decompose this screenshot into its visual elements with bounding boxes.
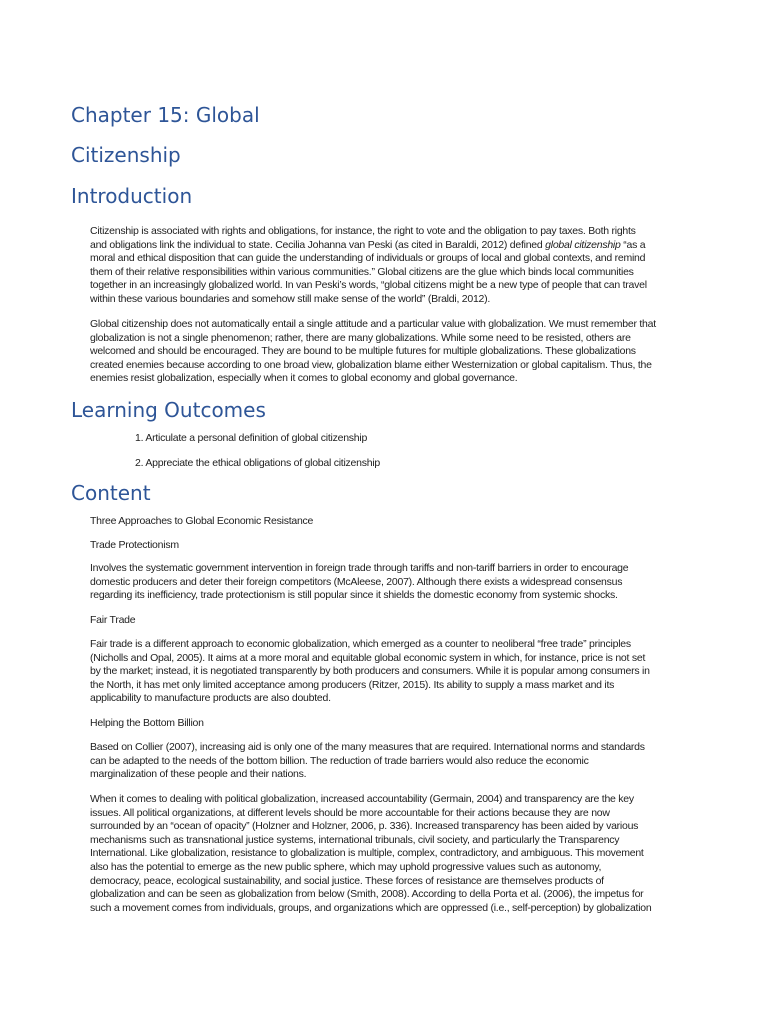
text-line: Global citizenship does not automatically entail a single attitude and a particular value with globalization. We must remember that xyxy=(90,318,656,330)
text-run: and obligations link the individual to state. Cecilia Johanna van Peski (as cited in Baraldi, 2012) defined xyxy=(90,238,546,251)
text-line: enemies resist globalization, especially when it comes to global economy and global governance. xyxy=(90,372,518,385)
text-line: can be adapted to the needs of the bottom billion. The reduction of trade barriers would also reduce the economic xyxy=(90,754,589,767)
outcome-item: 1. Articulate a personal definition of global citizenship xyxy=(135,432,368,444)
text-line: democracy, peace, ecological sustainability, and social justice. These forces of resistance are themselves products of xyxy=(90,874,604,887)
text-line: by the market; instead, it is negotiated transparently by both producers and consumers. While it is popular among consumers in xyxy=(90,665,650,678)
text-line: welcomed and should be encouraged. They are bound to be multiple futures for multiple globalizations. These globalizations xyxy=(90,345,636,358)
fair-trade-paragraph xyxy=(90,638,682,706)
content-heading: Content xyxy=(71,481,151,505)
chapter-title-line1: Chapter 15: Global xyxy=(71,103,260,127)
text-line: Fair trade is a different approach to economic globalization, which emerged as a counter to neoliberal “free trade” principles xyxy=(90,638,631,650)
text-line: mechanisms such as transnational justice systems, international tribunals, civil society, and particularly the Transparency xyxy=(90,833,620,846)
intro-paragraph-2 xyxy=(90,318,682,386)
text-line xyxy=(90,239,682,253)
text-line: them of their relative responsibilities within various communities.” Global citizens are the glue which binds local communities xyxy=(90,265,634,278)
outcome-item: 2. Appreciate the ethical obligations of global citizenship xyxy=(135,457,381,469)
chapter-title-line2: Citizenship xyxy=(71,143,181,167)
text-line: domestic producers and deter their foreign competitors (McAleese, 2007). Although there exists a widespread consensus xyxy=(90,575,623,588)
trade-protectionism-subheading: Trade Protectionism xyxy=(90,539,179,551)
text-line: regarding its inefficiency, trade protectionism is still popular since it shields the domestic economy from systemic shocks. xyxy=(90,589,618,602)
bottom-billion-paragraph xyxy=(90,741,682,782)
learning-outcomes-heading: Learning Outcomes xyxy=(71,398,266,422)
bottom-billion-subheading: Helping the Bottom Billion xyxy=(90,717,204,729)
text-line: marginalization of these people and their nations. xyxy=(90,768,307,781)
text-line: surrounded by an “ocean of opacity” (Holzner and Holzner, 2006, p. 336). Increased transparency has been aided by various xyxy=(90,820,639,833)
trade-protectionism-paragraph xyxy=(90,562,682,603)
text-line: Involves the systematic government intervention in foreign trade through tariffs and non-tariff barriers in order to encourage xyxy=(90,562,629,574)
text-line: Based on Collier (2007), increasing aid is only one of the many measures that are required. International norms and standards xyxy=(90,741,645,753)
text-line: issues. All political organizations, at different levels should be more accountable for their actions because they are now xyxy=(90,806,610,819)
text-line: within these various boundaries and somehow still make sense of the world” (Braldi, 2012). xyxy=(90,292,491,305)
text-line: (Nicholls and Opal, 2005). It aims at a more moral and equitable global economic system in which, for instance, price is not set xyxy=(90,651,646,664)
italic-term: global citizenship xyxy=(545,238,621,251)
text-line: Citizenship is associated with rights and obligations, for instance, the right to vote and the obligation to pay taxes. Both rights xyxy=(90,225,636,237)
text-line: together in an increasingly globalized world. In van Peski’s words, “global citizens might be a new type of people that can travel xyxy=(90,279,647,292)
political-globalization-paragraph xyxy=(90,793,682,915)
text-line: moral and ethical disposition that can guide the understanding of individuals or groups of local and global contexts, and remind xyxy=(90,252,646,265)
introduction-heading: Introduction xyxy=(71,184,193,208)
approaches-subheading: Three Approaches to Global Economic Resistance xyxy=(90,515,314,527)
text-line: When it comes to dealing with political globalization, increased accountability (Germain, 2004) and transparency are the key xyxy=(90,793,634,805)
text-line: created enemies because according to one broad view, globalization blame either Westernization or global capitalism. Thus, the xyxy=(90,358,652,371)
intro-paragraph-1 xyxy=(90,225,682,307)
fair-trade-subheading: Fair Trade xyxy=(90,614,136,626)
text-line: such a movement comes from individuals, groups, and organizations which are oppressed (i.e., self-perception) by globalization xyxy=(90,901,652,914)
text-run: “as a xyxy=(620,238,646,251)
text-line: the North, it has met only limited acceptance among producers (Ritzer, 2015). Its ability to supply a mass market and its xyxy=(90,678,615,691)
text-line: globalization is not a single phenomenon; rather, there are many globalizations. While some need to be resisted, others are xyxy=(90,331,631,344)
text-line: also has the potential to emerge as the new public sphere, which may uphold progressive values such as autonomy, xyxy=(90,860,602,873)
text-line: globalization and can be seen as globalization from below (Smith, 2008). According to della Porta et al. (2006), the impetus for xyxy=(90,888,644,901)
text-line: International. Like globalization, resistance to globalization is multiple, complex, contradictory, and ambiguous. This movement xyxy=(90,847,644,860)
text-line: applicability to manufacture products are also doubted. xyxy=(90,692,331,705)
